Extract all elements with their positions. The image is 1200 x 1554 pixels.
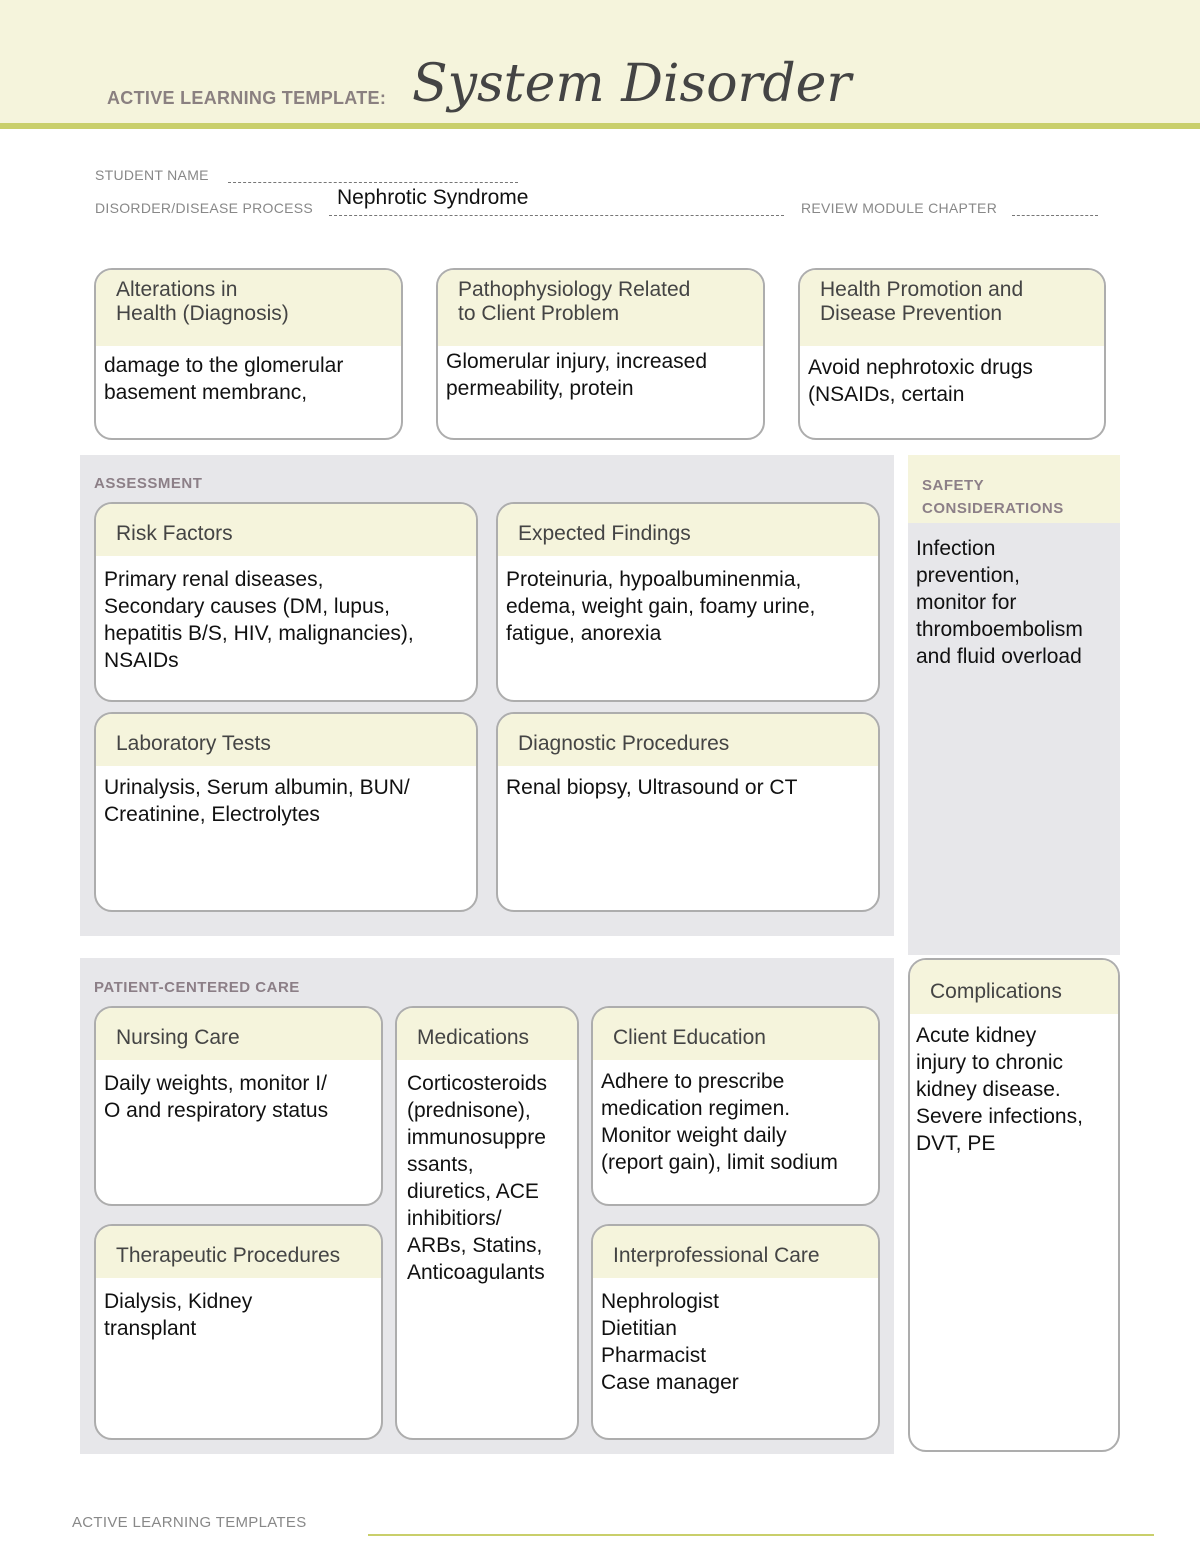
therapeutic-procedures-text: Dialysis, Kidney transplant [104,1290,253,1340]
pathophysiology-box[interactable] [436,268,765,440]
pathophysiology-text: Glomerular injury, increased permeability, protein [446,350,708,400]
alterations-text: damage to the glomerular basement membranc, [104,354,344,404]
laboratory-tests-text: Urinalysis, Serum albumin, BUN/ Creatinine, Electrolytes [104,776,410,826]
chapter-label: REVIEW MODULE CHAPTER [801,200,998,216]
disorder-field[interactable] [329,215,784,216]
risk-factors-title: Risk Factors [96,504,476,556]
safety-panel [908,455,1120,955]
medications-box[interactable] [395,1006,579,1440]
risk-factors-box[interactable] [94,502,478,702]
client-education-box[interactable] [591,1006,880,1206]
safety-text[interactable]: Infection prevention, monitor for thromboembolism and fluid overload [916,537,1083,668]
interprofessional-care-box[interactable] [591,1224,880,1440]
patient-care-title: PATIENT-CENTERED CARE [94,979,300,996]
therapeutic-procedures-title: Therapeutic Procedures [96,1226,381,1278]
nursing-care-text: Daily weights, monitor I/ O and respiratory status [104,1072,329,1122]
diagnostic-procedures-text: Renal biopsy, Ultrasound or CT [506,776,798,799]
therapeutic-procedures-box[interactable] [94,1224,383,1440]
complications-title: Complications [910,960,1118,1014]
diagnostic-procedures-box[interactable] [496,712,880,912]
page-title: System Disorder [412,54,852,114]
diagnostic-procedures-title: Diagnostic Procedures [498,714,878,766]
risk-factors-text: Primary renal diseases, Secondary causes (DM, lupus, hepatitis B/S, HIV, malignancies), NSAIDs [104,568,414,672]
health-promotion-text: Avoid nephrotoxic drugs (NSAIDs, certain [808,356,1033,406]
disorder-value: Nephrotic Syndrome [337,186,529,209]
complications-text: Acute kidney injury to chronic kidney disease. Severe infections, DVT, PE [916,1024,1083,1155]
alterations-box[interactable] [94,268,403,440]
medications-text: Corticosteroids (prednisone), immunosuppre ssants, diuretics, ACE inhibitiors/ ARBs, Statins, Anticoagulants [407,1072,548,1284]
expected-findings-box[interactable] [496,502,880,702]
disorder-label: DISORDER/DISEASE PROCESS [95,200,314,216]
nursing-care-title: Nursing Care [96,1008,381,1060]
pathophysiology-title: Pathophysiology Related to Client Problem [438,270,763,346]
health-promotion-box[interactable] [798,268,1106,440]
health-promotion-title: Health Promotion and Disease Prevention [800,270,1104,346]
laboratory-tests-box[interactable] [94,712,478,912]
client-education-title: Client Education [593,1008,878,1060]
interprofessional-care-title: Interprofessional Care [593,1226,878,1278]
safety-title: SAFETY CONSIDERATIONS [922,477,1064,517]
footer-rule [368,1534,1154,1536]
laboratory-tests-title: Laboratory Tests [96,714,476,766]
assessment-title: ASSESSMENT [94,475,203,492]
header-rule [0,123,1200,129]
expected-findings-title: Expected Findings [498,504,878,556]
expected-findings-text: Proteinuria, hypoalbuminenmia, edema, weight gain, foamy urine, fatigue, anorexia [506,568,816,645]
footer-label: ACTIVE LEARNING TEMPLATES [72,1514,307,1531]
interprofessional-care-text: Nephrologist Dietitian Pharmacist Case manager [601,1290,739,1394]
complications-box[interactable] [908,958,1120,1452]
alterations-title: Alterations in Health (Diagnosis) [96,270,401,346]
chapter-field[interactable] [1012,215,1098,216]
student-name-label: STUDENT NAME [95,167,209,183]
student-name-field[interactable] [228,182,518,183]
template-label: ACTIVE LEARNING TEMPLATE: [107,88,387,108]
client-education-text: Adhere to prescribe medication regimen. Monitor weight daily (report gain), limit sodium [601,1070,838,1174]
medications-title: Medications [397,1008,577,1060]
nursing-care-box[interactable] [94,1006,383,1206]
